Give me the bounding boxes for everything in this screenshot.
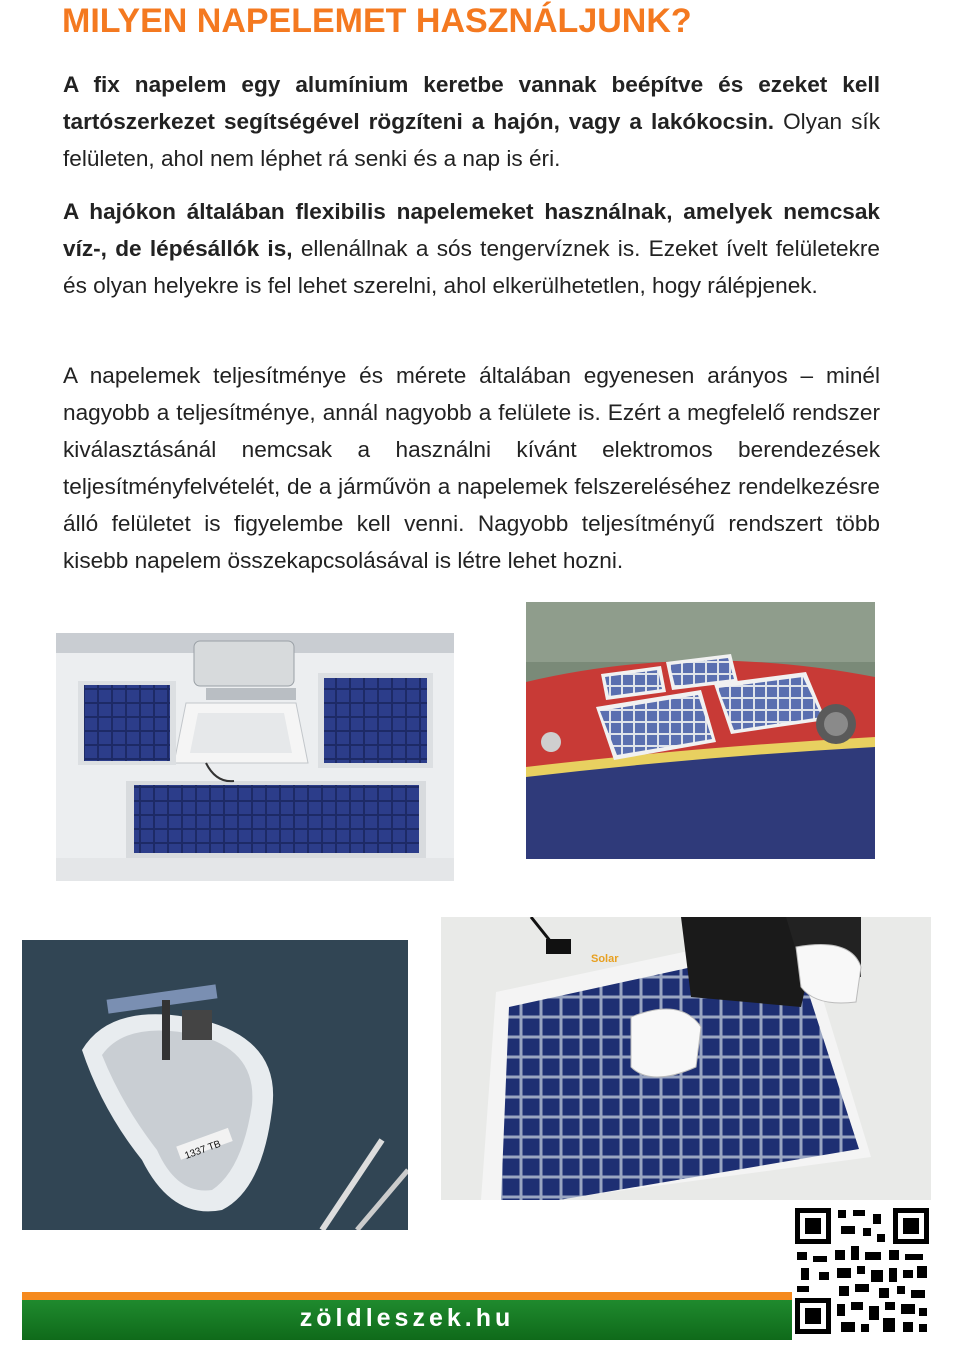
paragraph-fixed-panel-text: Olyan sík felületen, ahol nem léphet rá senki és a nap is éri. — [63, 109, 880, 171]
paragraph-fixed-panel — [63, 66, 880, 177]
paragraph-flexible-panel — [63, 193, 880, 304]
footer-site-name: zöldleszek.hu — [299, 1304, 515, 1332]
photo-dinghy — [22, 940, 408, 1230]
photo-walkable-panel — [441, 917, 931, 1200]
paragraph-performance: A napelemek teljesítménye és mérete általában egyenesen arányos – minél nagyobb a teljesítménye, annál nagyobb a felülete is. Ezért a megfelelő rendszer kiválasztásánál nemcsak a használni kívánt elektromos berendezések teljesítményfelvételét, de a járművön a napelemek felszereléséhez rendelkezésre álló felületet is figyelembe kell venni. Nagyobb teljesítményű rendszert több kisebb napelem összekapcsolásával is létre lehet hozni. — [63, 363, 880, 573]
paragraph-flexible-panel-text: ellenállnak a sós tengervíznek is. Ezeket ívelt felületekre és olyan helyekre is fel lehet szerelni, ahol elkerülhetetlen, hogy rálépjenek. — [63, 236, 880, 298]
footer-banner — [22, 1300, 792, 1340]
qr-code-icon — [793, 1206, 931, 1336]
boat-registration-text: 1337 TB — [183, 1138, 223, 1162]
photo-caravan-roof — [56, 633, 454, 881]
footer-accent-bar — [22, 1292, 792, 1300]
panel-brand-text: Solar — [591, 953, 619, 965]
page-title: MILYEN NAPELEMET HASZNÁLJUNK? — [62, 2, 692, 40]
paragraph-flexible-panel-bold: A hajókon általában flexibilis napelemeket használnak, amelyek nemcsak víz-, de lépésállók is, — [63, 199, 880, 261]
photo-red-boat-deck — [526, 602, 875, 859]
paragraph-fixed-panel-bold: A fix napelem egy alumínium keretbe vannak beépítve és ezeket kell tartószerkezet segítségével rögzíteni a hajón, vagy a lakókocsin. — [63, 72, 880, 134]
